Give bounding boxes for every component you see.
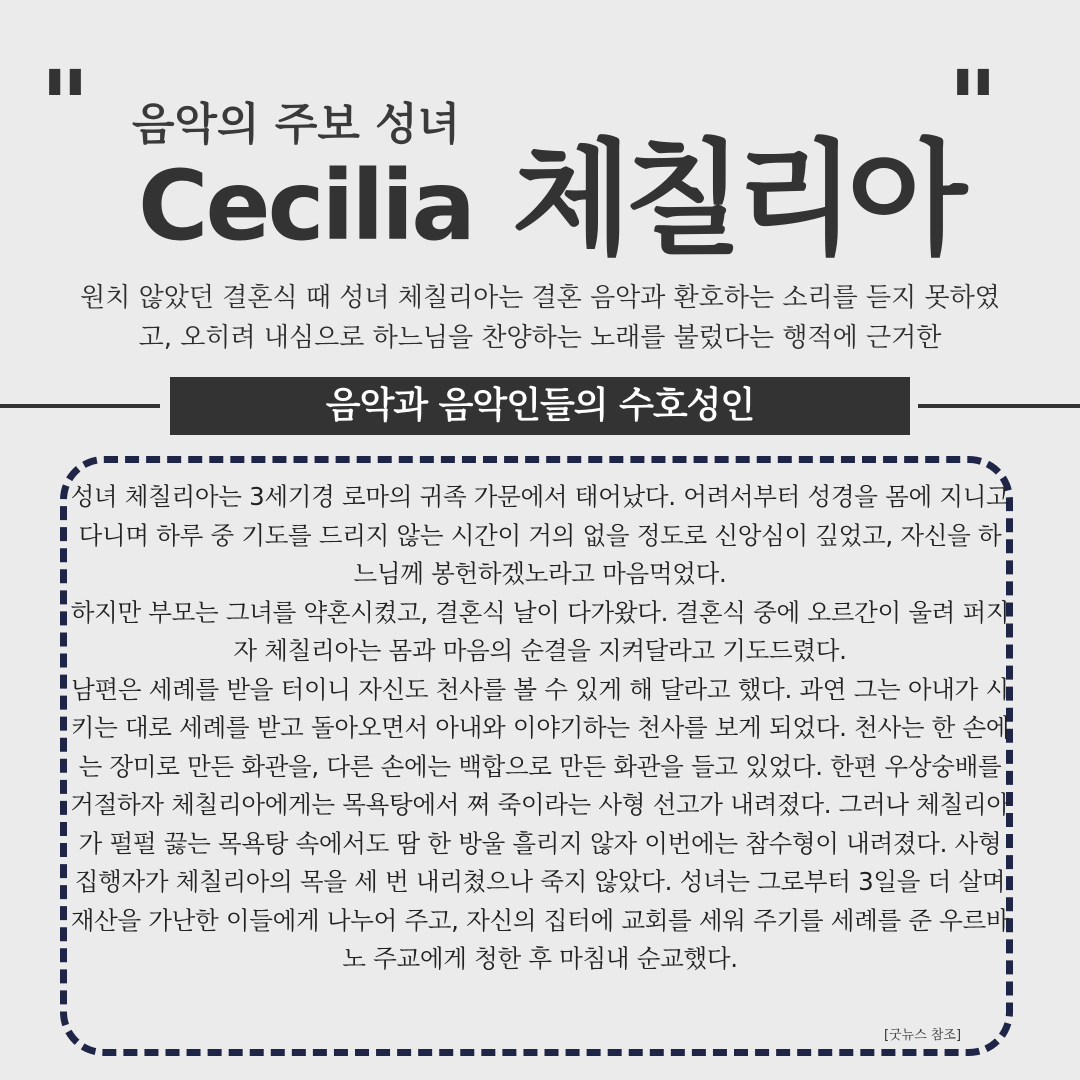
section-banner: 음악과 음악인들의 수호성인 bbox=[170, 377, 910, 435]
divider-right bbox=[918, 404, 1080, 408]
close-quote-mark: " bbox=[948, 50, 999, 162]
story-paragraph: 성녀 체칠리아는 3세기경 로마의 귀족 가문에서 태어났다. 어려서부터 성경을 몸에 지니고 다니며 하루 중 기도를 드리지 않는 시간이 거의 없을 정도로 신앙심이 깊었고, 자신을 하느님께 봉헌하겠노라고 마음먹었다. bbox=[70, 482, 1010, 588]
divider-left bbox=[0, 404, 160, 408]
intro-line: 원치 않았던 결혼식 때 성녀 체칠리아는 결혼 음악과 환호하는 소리를 듣지 못하였 bbox=[80, 283, 1000, 313]
open-quote-mark: " bbox=[40, 50, 91, 162]
title-korean: 체칠리아 bbox=[512, 128, 960, 272]
story-text bbox=[68, 478, 1012, 979]
source-note: [굿뉴스 참조] bbox=[884, 1028, 962, 1043]
story-paragraph: 하지만 부모는 그녀를 약혼시켰고, 결혼식 날이 다가왔다. 결혼식 중에 오르간이 울려 퍼지자 체칠리아는 몸과 마음의 순결을 지켜달라고 기도드렸다. bbox=[70, 597, 1010, 665]
intro-text bbox=[60, 278, 1020, 358]
subtitle: 음악의 주보 성녀 bbox=[132, 99, 461, 150]
title-english: Cecilia bbox=[138, 150, 473, 262]
story-paragraph: 남편은 세례를 받을 터이니 자신도 천사를 볼 수 있게 해 달라고 했다. 과연 그는 아내가 시키는 대로 세례를 받고 돌아오면서 아내와 이야기하는 천사를 보게 되었다. 천사는 한 손에는 장미로 만든 화관을, 다른 손에는 백합으로 만든 화관을 들고 있었다. 한편 우상숭배를 거절하자 체칠리아에게는 목욕탕에서 쪄 죽이라는 사형 선고가 내려졌다. 그러나 체칠리아가 펄펄 끓는 목욕탕 속에서도 땀 한 방울 흘리지 않자 이번에는 참수형이 내려졌다. 사형 집행자가 체칠리아의 목을 세 번 내리쳤으나 죽지 않았다. 성녀는 그로부터 3일을 더 살며 재산을 가난한 이들에게 나누어 주고, 자신의 집터에 교회를 세워 주기를 세례를 준 우르바노 주교에게 청한 후 마침내 순교했다. bbox=[70, 674, 1010, 973]
intro-line: 고, 오히려 내심으로 하느님을 찬양하는 노래를 불렀다는 행적에 근거한 bbox=[138, 323, 942, 353]
